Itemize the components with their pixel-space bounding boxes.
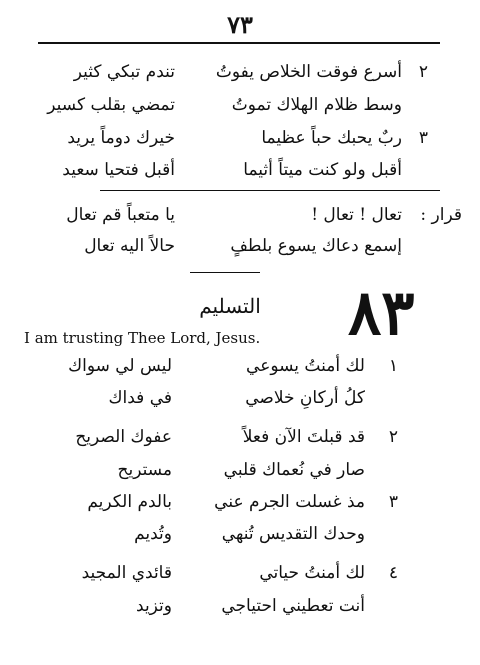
verse-number: ١ xyxy=(388,356,398,376)
verse-line: بالدم الكريم xyxy=(87,492,172,512)
refrain-line: يا متعباً قم تعال xyxy=(66,205,175,225)
verse-line: وسط ظلام الهلاك تموتُ xyxy=(231,95,402,115)
verse-line: وتُديم xyxy=(134,524,172,544)
verse-number: ٢ xyxy=(418,62,428,82)
verse-line: تمضي بقلب كسير xyxy=(47,95,175,115)
verse-line: قد قبلتَ الآن فعلاً xyxy=(242,427,365,447)
verse-line: ربٌ يحبك حباً عظيما xyxy=(261,128,402,148)
short-divider xyxy=(190,272,260,273)
english-title: I am trusting Thee Lord, Jesus. xyxy=(24,329,261,347)
verse-line: وحدك التقديس تُنهي xyxy=(221,524,365,544)
verse-line: أسرع فوقت الخلاص يفوتُ xyxy=(215,62,402,82)
verse-line: وتزيد xyxy=(136,596,172,616)
verse-line: عفوك الصريح xyxy=(75,427,172,447)
verse-line: كلُ أركانِ خلاصي xyxy=(245,388,365,408)
refrain-line: حالاً اليه تعال xyxy=(84,236,175,256)
hymn-number: ٨٣ xyxy=(348,276,415,349)
verse-line: خيرك دوماً يريد xyxy=(67,128,175,148)
top-rule xyxy=(38,42,440,44)
verse-line: لك أمنتُ يسوعي xyxy=(246,356,365,376)
page-number: ٧٣ xyxy=(227,10,253,39)
verse-number: ٢ xyxy=(388,427,398,447)
verse-line: مذ غسلت الجرم عني xyxy=(214,492,365,512)
verse-line: ليس لي سواك xyxy=(68,356,172,376)
verse-line: أنت تعطيني احتياجي xyxy=(221,596,365,616)
verse-number: ٣ xyxy=(388,492,398,512)
section-divider xyxy=(100,190,440,191)
hymn-title: التسليم xyxy=(199,294,261,318)
verse-line: لك أمنتُ حياتي xyxy=(259,563,365,583)
verse-line: أقبل فتحيا سعيد xyxy=(62,160,175,180)
refrain-line: إسمع دعاك يسوع بلطفٍ xyxy=(230,236,402,256)
verse-line: صار في نُعماك قلبي xyxy=(223,460,365,480)
verse-line: مستريح xyxy=(117,460,172,480)
verse-line: أقبل ولو كنت ميتاً أثيما xyxy=(243,160,402,180)
verse-line: قائدي المجيد xyxy=(81,563,172,583)
verse-number: ٤ xyxy=(388,563,398,583)
verse-number: ٣ xyxy=(418,128,428,148)
verse-line: في فداك xyxy=(108,388,172,408)
refrain-label: قرار : xyxy=(420,205,462,225)
refrain-line: تعال ! تعال ! xyxy=(311,205,402,225)
verse-line: تندم تبكي كثير xyxy=(73,62,175,82)
